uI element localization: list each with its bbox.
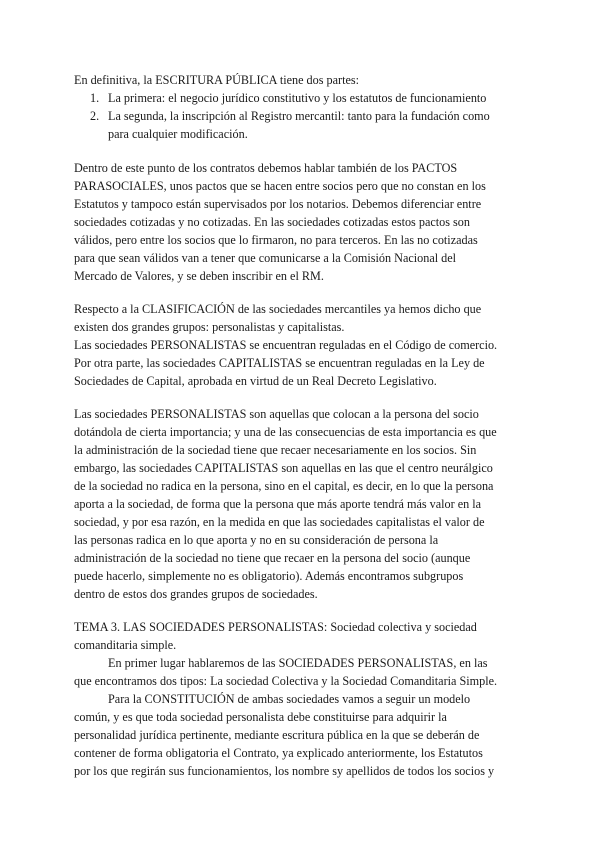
text-line: Las sociedades PERSONALISTAS se encuentran reguladas en el Código de comercio.: [74, 338, 498, 352]
list-item-text: para cualquier modificación.: [108, 127, 248, 141]
text-line: Dentro de este punto de los contratos debemos hablar también de los PACTOS: [74, 161, 458, 175]
text-line: embargo, las sociedades CAPITALISTAS son aquellas en las que el centro neurálgico: [74, 461, 493, 475]
text-line: contener de forma obligatoria el Contrato, ya explicado anteriormente, los Estatutos: [74, 746, 483, 760]
text-line: la administración de la sociedad tiene que recaer necesariamente en los socios. Sin: [74, 443, 477, 457]
heading-line: TEMA 3. LAS SOCIEDADES PERSONALISTAS: Sociedad colectiva y sociedad: [74, 620, 477, 634]
text-line: existen dos grandes grupos: personalistas y capitalistas.: [74, 320, 345, 334]
text-line: válidos, pero entre los socios que lo firmaron, no para terceros. En las no cotizadas: [74, 233, 478, 247]
text-line: dentro de estos dos grandes grupos de sociedades.: [74, 587, 318, 601]
text-line: las personas radica en lo que aporta y no en su consideración de persona la: [74, 533, 439, 547]
text-line: Mercado de Valores, y se deben inscribir en el RM.: [74, 269, 324, 283]
text-line: Estatutos y tampoco están supervisados por los notarios. Debemos diferenciar entre: [74, 197, 482, 211]
text-line: Las sociedades PERSONALISTAS son aquellas que colocan a la persona del socio: [74, 407, 479, 421]
text-line: PARASOCIALES, unos pactos que se hacen entre socios pero que no constan en los: [74, 179, 486, 193]
text-line: En primer lugar hablaremos de las SOCIEDADES PERSONALISTAS, en las: [108, 656, 488, 670]
text-line: sociedades cotizadas y no cotizadas. En las sociedades cotizadas estos pactos son: [74, 215, 470, 229]
text-line: puede hacerlo, simplemente no es obligatorio). Además encontramos subgrupos: [74, 569, 464, 583]
text-line: administración de la sociedad no tiene que recaer en la persona del socio (aunque: [74, 551, 471, 565]
list-item-text: La segunda, la inscripción al Registro mercantil: tanto para la fundación como: [108, 109, 490, 123]
text-line: de la sociedad no radica en la persona, sino en el capital, es decir, en lo que la persona: [74, 479, 494, 493]
list-item-text: La primera: el negocio jurídico constitutivo y los estatutos de funcionamiento: [108, 91, 487, 105]
text-line: Sociedades de Capital, aprobada en virtud de un Real Decreto Legislativo.: [74, 374, 437, 388]
text-line: Por otra parte, las sociedades CAPITALISTAS se encuentran reguladas en la Ley de: [74, 356, 485, 370]
text-line: Respecto a la CLASIFICACIÓN de las sociedades mercantiles ya hemos dicho que: [74, 302, 482, 316]
text-line: por los que regirán sus funcionamientos, los nombre sy apellidos de todos los socios y: [74, 764, 495, 778]
text-line: dotándola de cierta importancia; y una de las consecuencias de esta importancia es que: [74, 425, 497, 439]
list-item-number: 2.: [90, 109, 100, 123]
list-item-number: 1.: [90, 91, 100, 105]
text-line: que encontramos dos tipos: La sociedad Colectiva y la Sociedad Comanditaria Simple.: [74, 674, 498, 688]
intro-line: En definitiva, la ESCRITURA PÚBLICA tiene dos partes:: [74, 73, 360, 87]
text-line: aporta a la sociedad, de forma que la persona que más aporte tendrá más valor en la: [74, 497, 482, 511]
text-line: Para la CONSTITUCIÓN de ambas sociedades vamos a seguir un modelo: [108, 692, 471, 706]
text-line: personalidad jurídica pertinente, mediante escritura pública en la que se deberán de: [74, 728, 480, 742]
heading-line: comanditaria simple.: [74, 638, 177, 652]
text-line: sociedad, y por esa razón, en la medida en que las sociedades capitalistas el valor de: [74, 515, 485, 529]
text-line: para que sean válidos van a tener que comunicarse a la Comisión Nacional del: [74, 251, 457, 265]
text-line: común, y es que toda sociedad personalista debe constituirse para adquirir la: [74, 710, 447, 724]
